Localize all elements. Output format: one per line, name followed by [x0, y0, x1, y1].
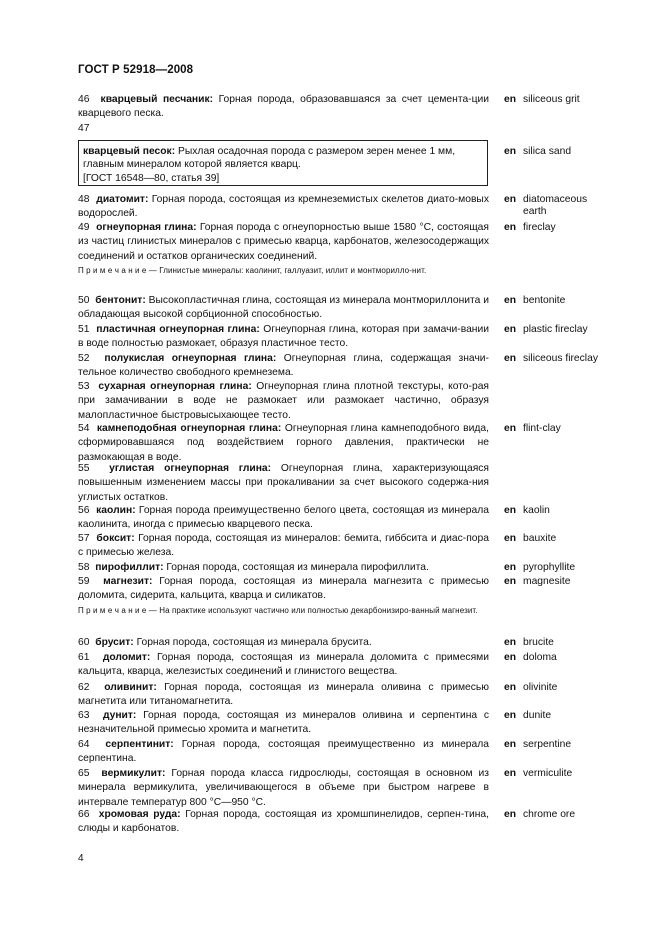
term-name: углистая огнеупорная глина:	[109, 463, 272, 474]
term-definition: Горная порода, состоящая из минерала оливина с примесью магнетита или титаномагнетита.	[78, 682, 489, 708]
term-number: 65	[78, 768, 90, 779]
term-number-47: 47	[78, 123, 90, 134]
english-equivalent: siliceous fireclay	[523, 353, 598, 364]
term-name: кварцевый песчаник:	[100, 94, 214, 105]
lang-code: en	[504, 94, 517, 105]
term-number: 66	[78, 809, 90, 820]
term-name: боксит:	[96, 533, 135, 544]
term-name: пирофиллит:	[95, 562, 164, 573]
term-text	[78, 221, 489, 264]
term-text	[83, 145, 485, 185]
term-number: 49	[78, 222, 90, 233]
term-name: доломит:	[102, 652, 151, 663]
term-number: 55	[78, 463, 90, 474]
term-definition: Огнеупорная глина, которая при замачи-вании в воде полностью размокает, образуя пластичное тесто.	[78, 324, 489, 350]
term-number: 54	[78, 423, 90, 434]
term-definition: Горная порода, состоящая из хромшпинелидов, серпен-тина, слюды и карбонатов.	[78, 809, 489, 835]
term-text	[78, 380, 489, 423]
term-definition: Огнеупорная глина камнеподобного вида, сформировавшаяся под воздействием горного давления, практически не размокающая в воде.	[78, 423, 489, 463]
lang-code: en	[504, 324, 517, 335]
term-definition: Горная порода, состоящая из минерала доломита с примесями кальцита, кварца, железистых соединений и глинистого вещества.	[78, 652, 489, 678]
english-equivalent: kaolin	[523, 505, 550, 516]
term-text	[78, 193, 489, 222]
english-equivalent: brucite	[523, 637, 554, 648]
term-number: 63	[78, 710, 90, 721]
term-text	[78, 504, 489, 533]
term-text	[78, 575, 489, 604]
term-text	[78, 323, 489, 352]
lang-code: en	[504, 146, 517, 157]
lang-code: en	[504, 423, 517, 434]
term-text	[78, 532, 489, 561]
term-definition: Горная порода с огнеупорностью выше 1580 °С, состоящая из частиц глинистых минералов с примесью кварца, карбонатов, железосодержащих соединений и остатков органических соединений.	[78, 222, 489, 262]
lang-code: en	[504, 353, 517, 364]
term-definition: Горная порода, состоящая преимущественно из минерала серпентина.	[78, 739, 489, 765]
term-definition: Горная порода, состоящая из минерала магнезита с примесью доломита, сидерита, кальцита, кварца и силикатов.	[78, 576, 489, 602]
english-equivalent: siliceous grit	[523, 94, 580, 105]
term-name: магнезит:	[103, 576, 153, 587]
english-equivalent: flint-clay	[523, 423, 561, 434]
term-text	[78, 681, 489, 710]
term-number: 61	[78, 652, 90, 663]
lang-code: en	[504, 652, 517, 663]
term-name: полукислая огнеупорная глина:	[104, 353, 277, 364]
term-text	[78, 808, 489, 837]
note: П р и м е ч а н и е — Глинистые минералы: каолинит, галлуазит, иллит и монтморилло-нит.	[78, 266, 427, 275]
term-text	[78, 561, 489, 575]
term-text	[78, 352, 489, 381]
term-definition: Горная порода преимущественно белого цвета, состоящая из минерала каолинита, иногда с примесью кварцевого песка.	[78, 505, 489, 531]
english-equivalent: plastic fireclay	[523, 324, 588, 335]
english-equivalent: pyrophyllite	[523, 562, 576, 573]
english-equivalent: magnesite	[523, 576, 571, 587]
term-number: 52	[78, 353, 90, 364]
english-equivalent: doloma	[523, 652, 557, 663]
term-name: диатомит:	[96, 194, 149, 205]
lang-code: en	[504, 576, 517, 587]
lang-code: en	[504, 505, 517, 516]
term-text	[78, 636, 489, 650]
term-definition: Огнеупорная глина, содержащая значи-тельное количество свободного кремнезема.	[78, 353, 489, 379]
term-text	[78, 422, 489, 465]
lang-code: en	[504, 739, 517, 750]
term-definition: Горная порода, состоящая из минерала пирофиллита.	[163, 562, 429, 573]
term-name: оливинит:	[104, 682, 157, 693]
term-number: 46	[78, 94, 90, 105]
term-definition: Горная порода, состоящая из минералов: бемита, гиббсита и диас-пора с примесью железа.	[78, 533, 489, 559]
english-equivalent: diatomaceous earth	[523, 194, 588, 217]
lang-code: en	[504, 768, 517, 779]
term-name: каолин:	[96, 505, 136, 516]
note: П р и м е ч а н и е — На практике используют частично или полностью декарбонизиро-ванный магнезит.	[78, 606, 478, 615]
term-name: вермикулит:	[101, 768, 166, 779]
term-text	[78, 709, 489, 738]
lang-code: en	[504, 809, 517, 820]
term-number: 51	[78, 324, 90, 335]
term-definition: Горная порода, состоящая из минерала брусита.	[133, 637, 372, 648]
lang-code: en	[504, 295, 517, 306]
english-equivalent: bentonite	[523, 295, 566, 306]
term-name: огнеупорная глина:	[96, 222, 197, 233]
english-equivalent: chrome ore	[523, 809, 576, 820]
lang-code: en	[504, 637, 517, 648]
term-number: 57	[78, 533, 90, 544]
lang-code: en	[504, 710, 517, 721]
term-text	[78, 738, 489, 767]
term-number: 58	[78, 562, 90, 573]
term-name: сухарная огнеупорная глина:	[98, 381, 252, 392]
term-name: брусит:	[95, 637, 134, 648]
term-definition: Рыхлая осадочная порода с размером зерен менее 1 мм, главным минералом которой является кварц.	[83, 146, 456, 171]
term-definition: Горная порода класса гидрослюды, состоящая в основном из минерала вермикулита, увеличивающегося в объеме при быстром нагреве в интервале температур 800 °С—950 °С.	[78, 768, 489, 808]
english-equivalent: serpentine	[523, 739, 572, 750]
term-number: 56	[78, 505, 90, 516]
english-equivalent: dunite	[523, 710, 552, 721]
term-definition: Горная порода, образовавшаяся за счет цемента-ции кварцевого песка.	[78, 94, 489, 120]
term-number: 53	[78, 381, 90, 392]
term-definition: Огнеупорная глина плотной текстуры, кото-рая при замачивании в воде не размокает или размокает частично, образуя малопластичное быстровысыхающее тесто.	[78, 381, 489, 421]
term-name: бентонит:	[95, 295, 146, 306]
page-number: 4	[78, 853, 84, 864]
term-name: серпентинит:	[105, 739, 174, 750]
english-equivalent: vermiculite	[523, 768, 573, 779]
term-definition: Огнеупорная глина, характеризующаяся повышенным изменением массы при прокаливании за счет высокого содержа-ния углистых остатков.	[78, 463, 489, 503]
term-reference: [ГОСТ 16548—80, статья 39]	[83, 172, 220, 184]
lang-code: en	[504, 562, 517, 573]
english-equivalent: bauxite	[523, 533, 557, 544]
term-text	[78, 462, 489, 505]
term-number: 48	[78, 194, 90, 205]
term-name: хромовая руда:	[98, 809, 181, 820]
term-name: камнеподобная огнеупорная глина:	[96, 423, 282, 434]
term-number: 60	[78, 637, 90, 648]
term-name: дунит:	[102, 710, 137, 721]
lang-code: en	[504, 682, 517, 693]
term-name: кварцевый песок:	[83, 146, 176, 157]
term-number: 50	[78, 295, 90, 306]
term-number: 59	[78, 576, 90, 587]
term-text	[78, 767, 489, 810]
term-text	[78, 651, 489, 680]
english-equivalent: silica sand	[523, 146, 572, 157]
english-equivalent: fireclay	[523, 222, 556, 233]
lang-code: en	[504, 194, 517, 205]
reference-box	[78, 140, 488, 186]
lang-code: en	[504, 222, 517, 233]
term-definition: Высокопластичная глина, состоящая из минерала монтмориллонита и обладающая высокой сорбционной способностью.	[78, 295, 489, 321]
term-definition: Горная порода, состоящая из кремнеземистых скелетов диато-мовых водорослей.	[78, 194, 489, 220]
term-name: пластичная огнеупорная глина:	[96, 324, 260, 335]
term-definition: Горная порода, состоящая из минералов оливина и серпентина с незначительной примесью хромита и магнетита.	[78, 710, 489, 736]
lang-code: en	[504, 533, 517, 544]
english-equivalent: olivinite	[523, 682, 558, 693]
term-text	[78, 93, 489, 122]
term-text	[78, 294, 489, 323]
term-number: 64	[78, 739, 90, 750]
page-header: ГОСТ Р 52918—2008	[78, 64, 194, 76]
term-number: 62	[78, 682, 90, 693]
